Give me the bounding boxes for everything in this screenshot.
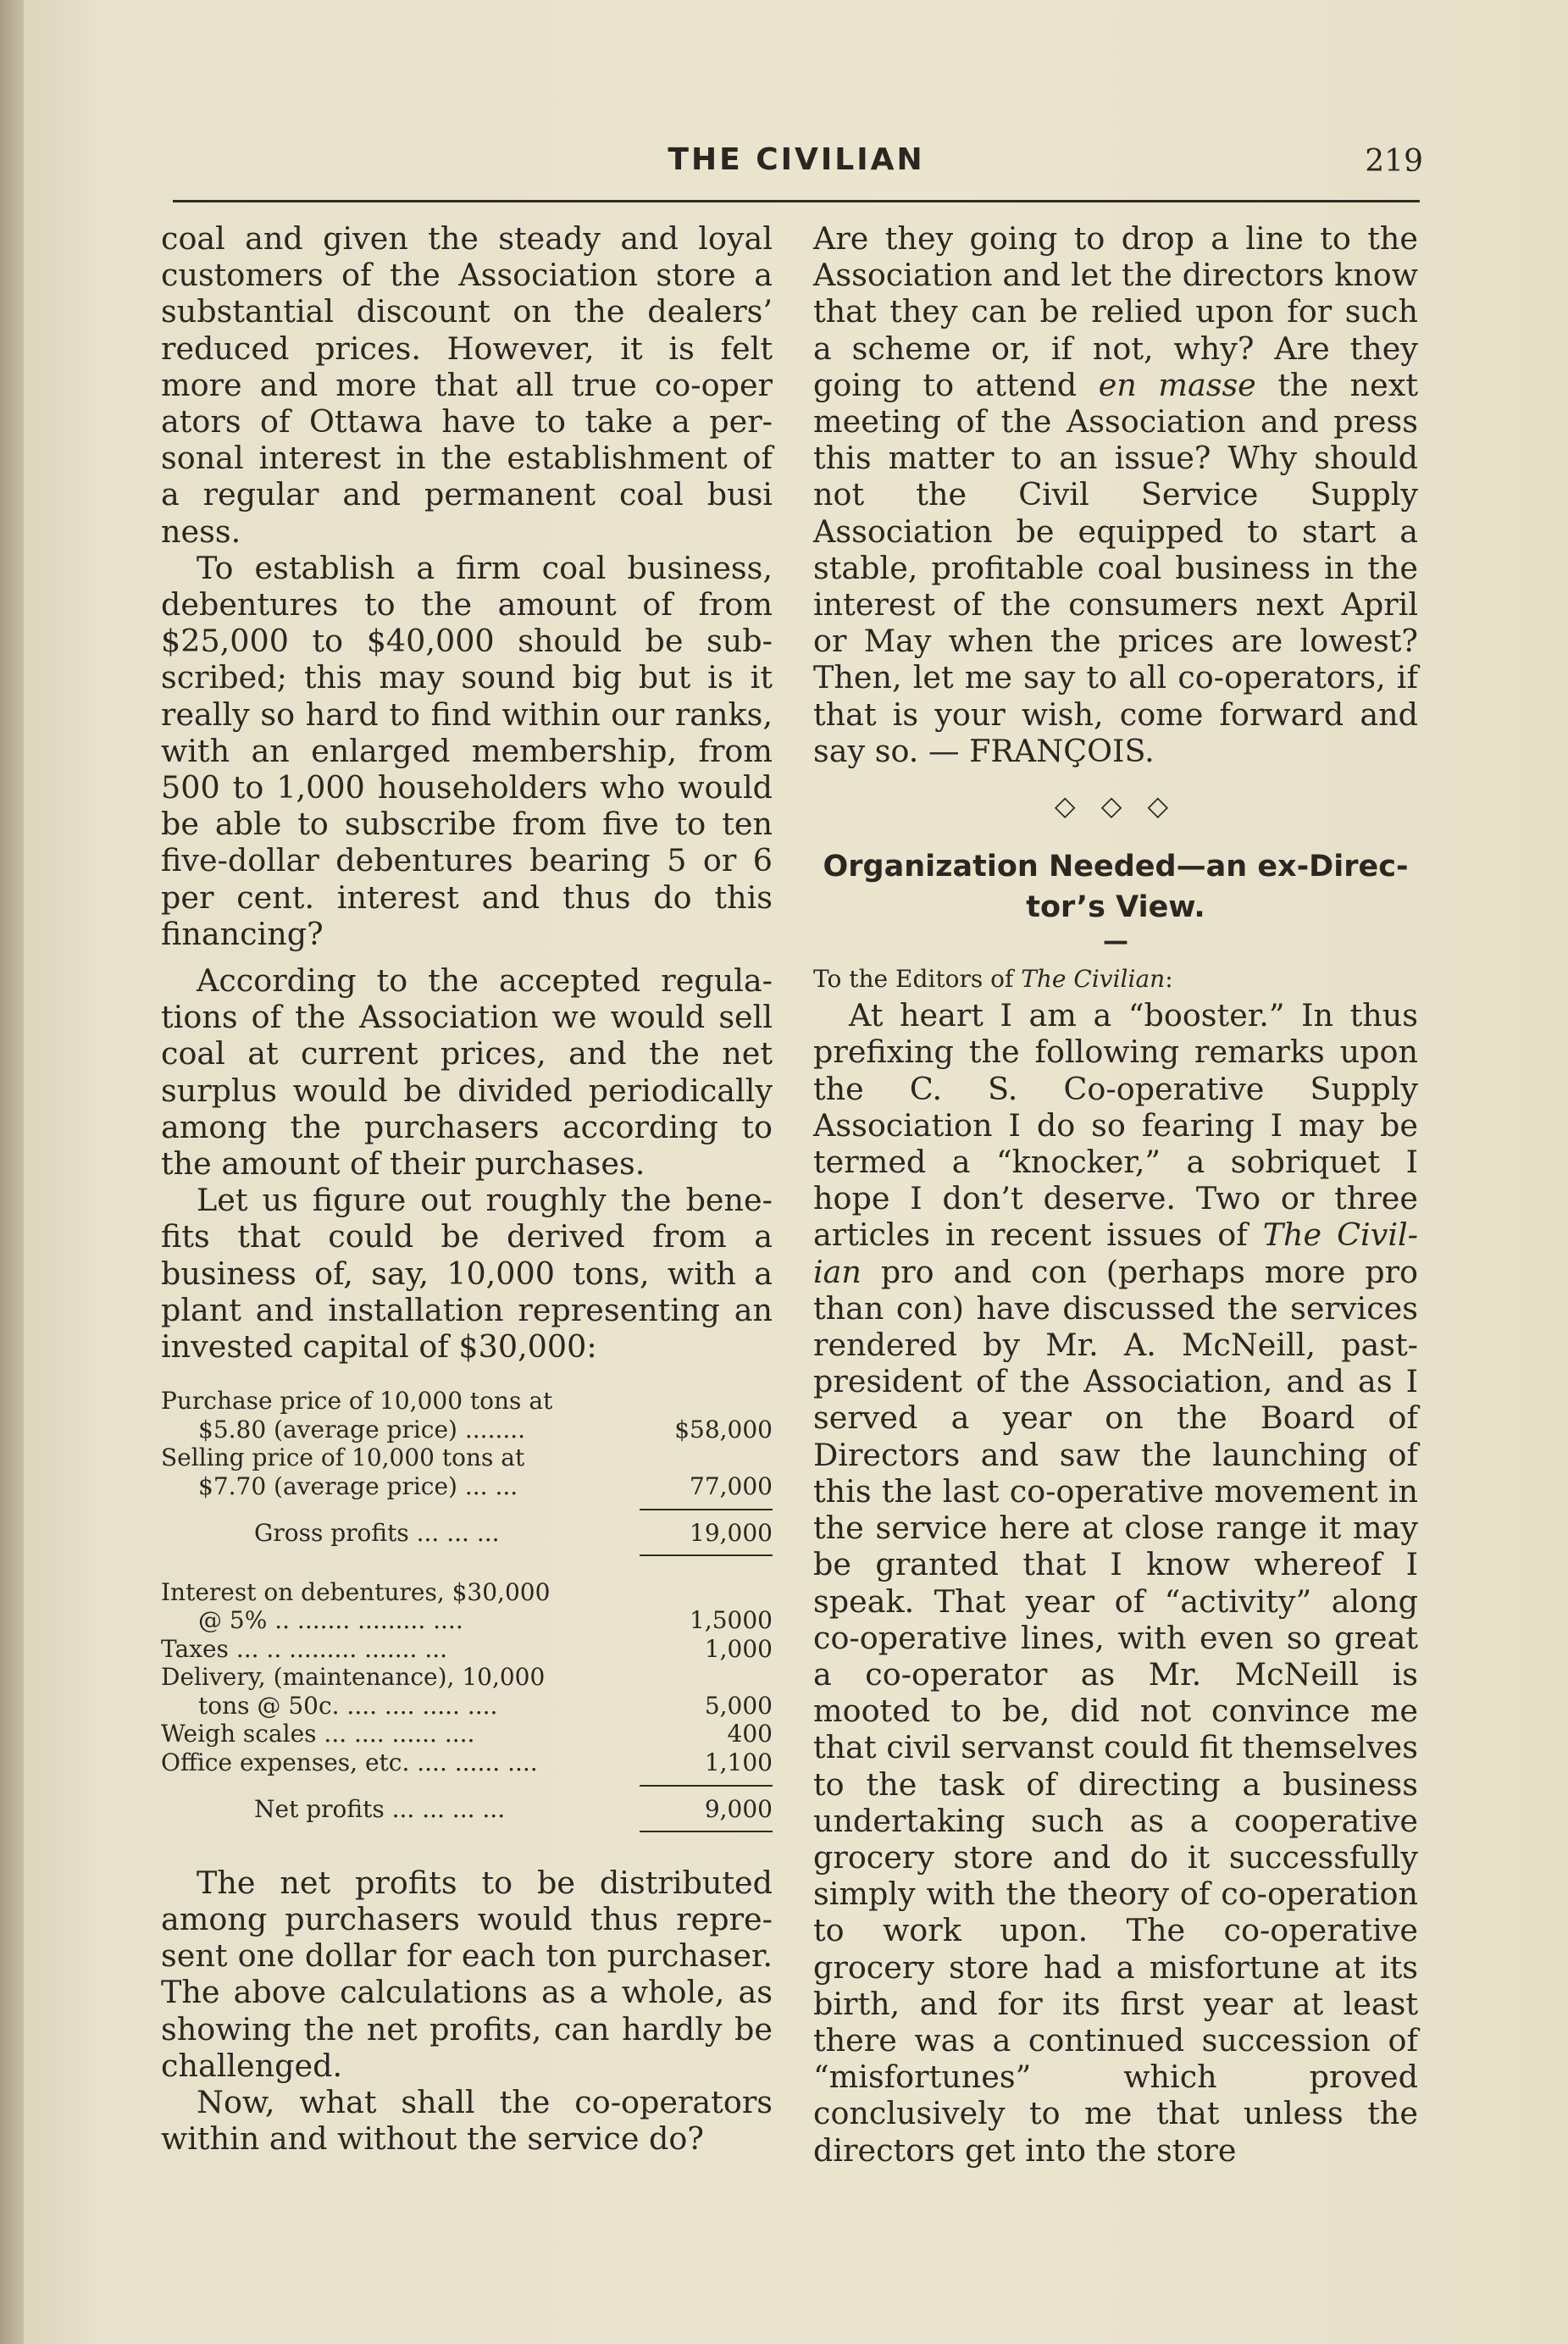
paragraph <box>813 997 1418 2169</box>
paragraph: According to the accepted regulations of the Association we would sell coal at current prices, and the net surplus would be divided periodically among the purchasers according to the amount of their purchases. <box>161 962 773 1183</box>
paragraph: To establish a firm coal business, debentures to the amount of from $25,000 to $40,000 should be subscribed; this may sound big but is it really so hard to find within our ranks, with an enlarged membership, from 500 to 1,000 householders who would be able to subscribe from five to ten five-dollar debentures bearing 5 or 6 per cent. interest and thus do this financing? <box>161 549 773 952</box>
ledger-label: $5.80 (average price) ........ <box>198 1415 526 1444</box>
ledger-row <box>161 1519 773 1548</box>
header-rule <box>173 200 1420 202</box>
text-run: At heart I am a “booster.” In thus prefixing the following remarks upon the C. S. Co-operative Supply Association I do so fearing I may be termed a “knocker,” a sobriquet I hope I don’t deserve. Two or three articles in recent issues of <box>813 997 1418 1254</box>
ledger-row <box>161 1472 773 1501</box>
ledger-rule <box>640 1831 773 1832</box>
right-column <box>813 220 1418 2169</box>
ledger-row <box>161 1416 773 1444</box>
ledger-row <box>161 1795 773 1824</box>
ledger-row <box>161 1444 773 1472</box>
ledger-label: tons @ 50c. .... .... ..... .... <box>198 1691 498 1720</box>
paragraph: coal and given the steady and loyal customers of the Association store a substantial discount on the dealers’ reduced prices. However, it is felt more and more that all true co-oper ators of Ottawa have to take a personal interest in the establishment of a regular and permanent coal busi ness. <box>161 220 773 550</box>
ledger-label: Weigh scales ... .... ...... .... <box>161 1720 475 1748</box>
ledger-label: @ 5% .. ....... ......... .... <box>198 1606 463 1635</box>
profit-ledger <box>161 1387 773 1832</box>
ledger-total-label: Gross profits ... ... ... <box>254 1519 500 1548</box>
ledger-row <box>161 1720 773 1748</box>
page-number: 219 <box>1365 144 1423 179</box>
ledger-amount: 77,000 <box>690 1471 773 1500</box>
ledger-amount: $58,000 <box>674 1415 773 1444</box>
ledger-row <box>161 1663 773 1692</box>
ledger-row <box>161 1606 773 1635</box>
text-run: To the Editors of <box>813 965 1022 994</box>
ledger-amount: 5,000 <box>704 1691 773 1720</box>
ledger-label: Office expenses, etc. .... ...... .... <box>161 1748 538 1776</box>
ledger-label: Selling price of 10,000 tons at <box>161 1444 525 1472</box>
ledger-row <box>161 1692 773 1721</box>
left-column <box>161 220 773 2157</box>
book-spine-edge <box>0 0 24 2344</box>
article-heading: Organization Needed—an ex-Director’s View. <box>823 850 1409 925</box>
paragraph: The net profits to be distributed among purchasers would thus represent one dollar for each ton purchaser. The above calculations as a whole, as showing the net profits, can hardly be challenged. <box>161 1864 773 2084</box>
italic-run: The Civilian <box>1021 965 1166 994</box>
ledger-rule <box>640 1785 773 1787</box>
ledger-row <box>161 1635 773 1664</box>
ledger-row <box>161 1748 773 1777</box>
ledger-label: $7.70 (average price) ... ... <box>198 1471 518 1500</box>
ledger-amount: 1,000 <box>704 1634 773 1663</box>
ledger-row <box>161 1578 773 1607</box>
section-ornament: ◇ ◇ ◇ <box>1054 790 1177 823</box>
paragraph: Now, what shall the co-operators within and without the service do? <box>161 2084 773 2158</box>
ledger-amount: 19,000 <box>690 1519 773 1548</box>
ledger-amount: 1,5000 <box>690 1606 773 1635</box>
text-run: pro and con (perhaps more pro than con) have discussed the services rendered by Mr. A. McNeill, past-president of the Association, and as I served a year on the Board of Directors and saw the launching of this the last co-operative movement in the service here at close range it may be granted that I know whereof I speak. That year of “activity” along co-operative lines, with even so great a co-operator as Mr. McNeill is mooted to be, did not convince me that civil servanst could fit themselves to the task of directing a business undertaking such as a cooperative grocery store and do it successfully simply with the theory of co-operation to work upon. The co-operative grocery store had a misfortune at its birth, and for its first year at least there was a continued succession of “misfortunes” which proved conclusively to me that unless the directors get into the store <box>813 1253 1418 2169</box>
text-run: Are they going to drop a line to the Association and let the directors know that they can be relied upon for such a scheme or, if not, why? Are they going to attend <box>813 220 1418 403</box>
ledger-label: Delivery, (maintenance), 10,000 <box>161 1663 546 1692</box>
ledger-label: Purchase price of 10,000 tons at <box>161 1387 553 1416</box>
salutation <box>813 961 1418 997</box>
ledger-amount: 9,000 <box>704 1795 773 1824</box>
text-run: the next meeting of the Association and press this matter to an issue? Why should not the Civil Service Supply Association be equipped to start a stable, profitable coal business in the interest of the consumers next April or May when the prices are lowest? Then, let me say to all co-operators, if that is your wish, come forward and say so. — FRANÇOIS. <box>813 366 1418 769</box>
ledger-row <box>161 1387 773 1416</box>
paragraph: Let us figure out roughly the benefits that could be derived from a business of, say, 10,000 tons, with a plant and installation representing an invested capital of $30,000: <box>161 1182 773 1366</box>
ledger-label: Interest on debentures, $30,000 <box>161 1577 551 1606</box>
ledger-amount: 400 <box>727 1720 773 1748</box>
text-run: : <box>1165 965 1173 994</box>
ledger-label: Taxes ... .. ......... ....... ... <box>161 1634 448 1663</box>
italic-run: en masse <box>1098 366 1256 403</box>
ledger-total-label: Net profits ... ... ... ... <box>254 1795 506 1824</box>
journal-title: THE CIVILIAN <box>668 142 925 177</box>
running-head <box>169 142 1423 186</box>
heading-dash: — <box>1103 927 1128 957</box>
ledger-amount: 1,100 <box>704 1748 773 1776</box>
paragraph <box>813 220 1418 769</box>
ledger-rule <box>640 1509 773 1510</box>
italic-run: The Civilian <box>813 1216 1419 1290</box>
